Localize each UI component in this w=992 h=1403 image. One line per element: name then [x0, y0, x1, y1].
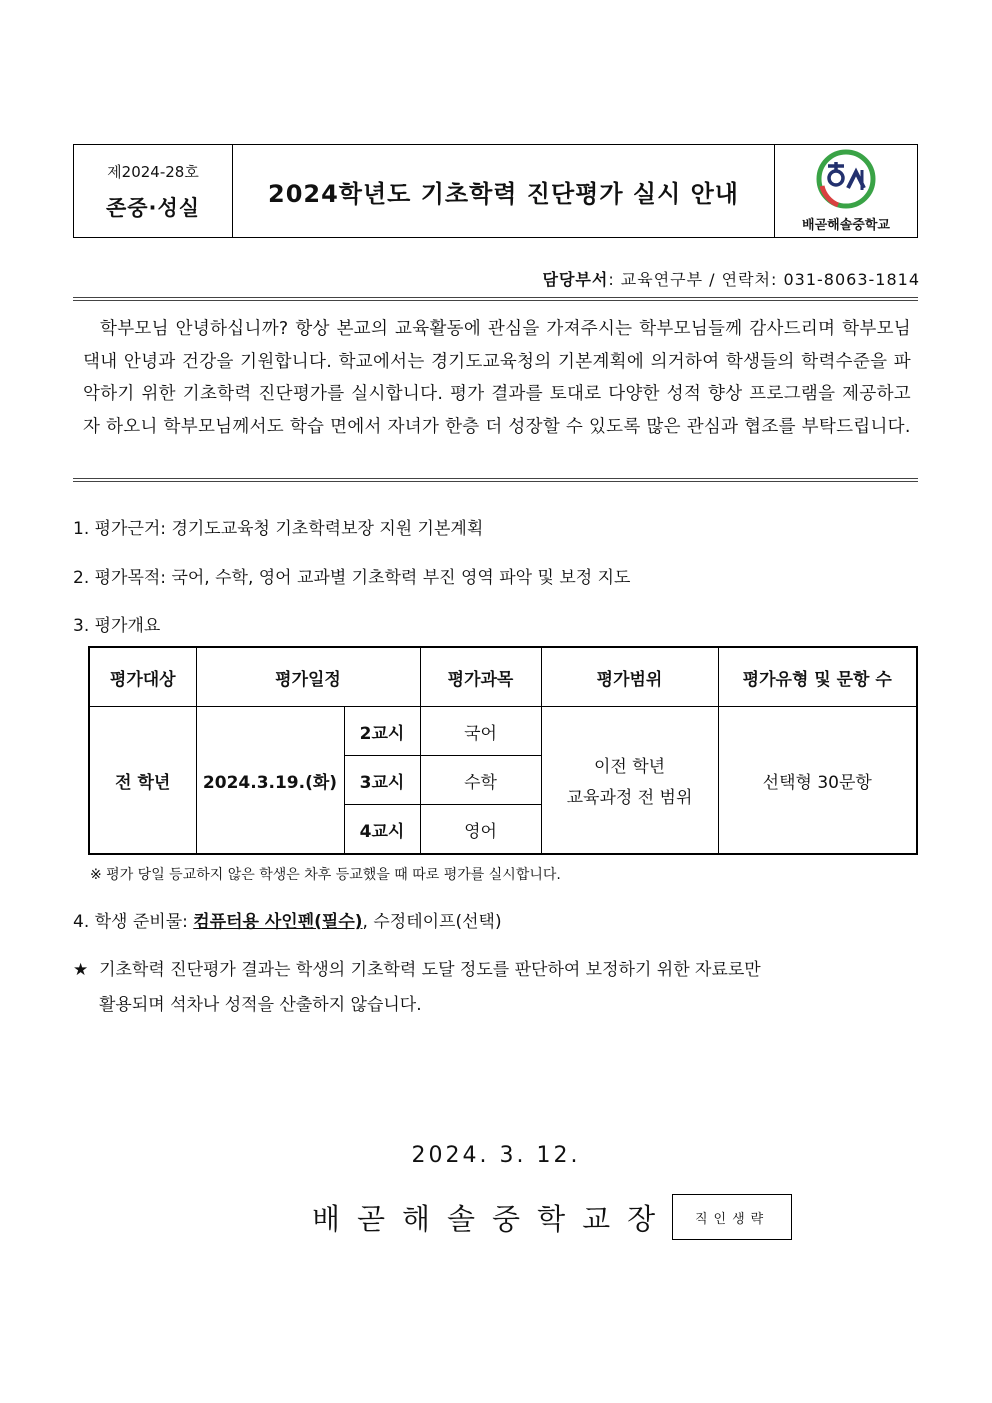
- table-note: ※ 평가 당일 등교하지 않은 학생은 차후 등교했을 때 따로 평가를 실시합니다.: [90, 867, 561, 883]
- principal-name: 배곧해솔중학교장: [312, 1201, 673, 1236]
- header-left-cell: [74, 145, 233, 237]
- divider-bottom: [73, 478, 918, 482]
- item-basis: 1. 평가근거: 경기도교육청 기초학력보장 지원 기본계획: [73, 519, 484, 539]
- dept-contact-value: : 교육연구부 / 연락처: 031-8063-1814: [608, 270, 920, 289]
- document-header: [73, 144, 918, 238]
- remark-line-2: 활용되며 석차나 성적을 산출하지 않습니다.: [99, 995, 422, 1015]
- scope-line-1: 이전 학년: [593, 757, 666, 777]
- header-scope: 평가범위: [541, 647, 718, 707]
- supplies-prefix: 4. 학생 준비물:: [73, 912, 194, 932]
- header-schedule: 평가일정: [196, 647, 420, 707]
- item-supplies: [73, 907, 502, 932]
- school-motto: 존중·성실: [105, 195, 201, 220]
- seal-omitted-box: 직인생략: [672, 1194, 792, 1240]
- cell-date: 2024.3.19.(화): [196, 707, 344, 855]
- document-number: 제2024-28호: [107, 162, 199, 181]
- signature-row: [312, 1194, 792, 1240]
- table-header-row: [89, 647, 917, 707]
- intro-paragraph: 학부모님 안녕하십니까? 항상 본교의 교육활동에 관심을 가져주시는 학부모님들께 감사드리며 학부모님 댁내 안녕과 건강을 기원합니다. 학교에서는 경기도교육청의 기본계획에 의거하여 학생들의 학력수준을 파악하기 위한 기초학력 진단평가를 실시합니다. 평가 결과를 토대로 다양한 성적 향상 프로그램을 제공하고자 하오니 학부모님께서도 학습 면에서 자녀가 한층 더 성장할 수 있도록 많은 관심과 협조를 부탁드립니다.: [83, 319, 911, 437]
- cell-type: 선택형 30문항: [718, 707, 917, 855]
- remark-text-1: 기초학력 진단평가 결과는 학생의 기초학력 도달 정도를 판단하여 보정하기 위한 자료로만: [99, 960, 761, 980]
- header-title-cell: [233, 145, 775, 237]
- header-subject: 평가과목: [420, 647, 541, 707]
- item-overview: 3. 평가개요: [73, 616, 161, 636]
- supplies-rest: , 수정테이프(선택): [362, 912, 502, 932]
- divider-top: [73, 297, 918, 301]
- star-icon: ★: [73, 960, 89, 980]
- scope-line-2: 교육과정 전 범위: [566, 788, 693, 808]
- contact-line: [542, 267, 920, 290]
- dept-label: 담당부서: [542, 270, 609, 289]
- cell-subject: 영어: [420, 805, 541, 855]
- issue-date: 2024. 3. 12.: [411, 1143, 581, 1168]
- header-logo-cell: [775, 145, 917, 237]
- document-title: 2024학년도 기초학력 진단평가 실시 안내: [268, 179, 739, 208]
- supplies-required: 컴퓨터용 사인펜(필수): [193, 912, 363, 932]
- cell-period: 3교시: [344, 756, 420, 805]
- evaluation-table: [88, 646, 918, 855]
- header-target: 평가대상: [89, 647, 196, 707]
- header-type: 평가유형 및 문항 수: [718, 647, 917, 707]
- cell-subject: 수학: [420, 756, 541, 805]
- remark-line-1: [73, 955, 761, 980]
- item-purpose: 2. 평가목적: 국어, 수학, 영어 교과별 기초학력 부진 영역 파악 및 보정 지도: [73, 568, 631, 588]
- cell-period: 4교시: [344, 805, 420, 855]
- school-logo-icon: [814, 148, 878, 210]
- cell-subject: 국어: [420, 707, 541, 756]
- table-row: [89, 707, 917, 756]
- cell-scope: [541, 707, 718, 855]
- cell-target: 전 학년: [89, 707, 196, 855]
- school-logo-name: 배곧해솔중학교: [802, 218, 890, 233]
- cell-period: 2교시: [344, 707, 420, 756]
